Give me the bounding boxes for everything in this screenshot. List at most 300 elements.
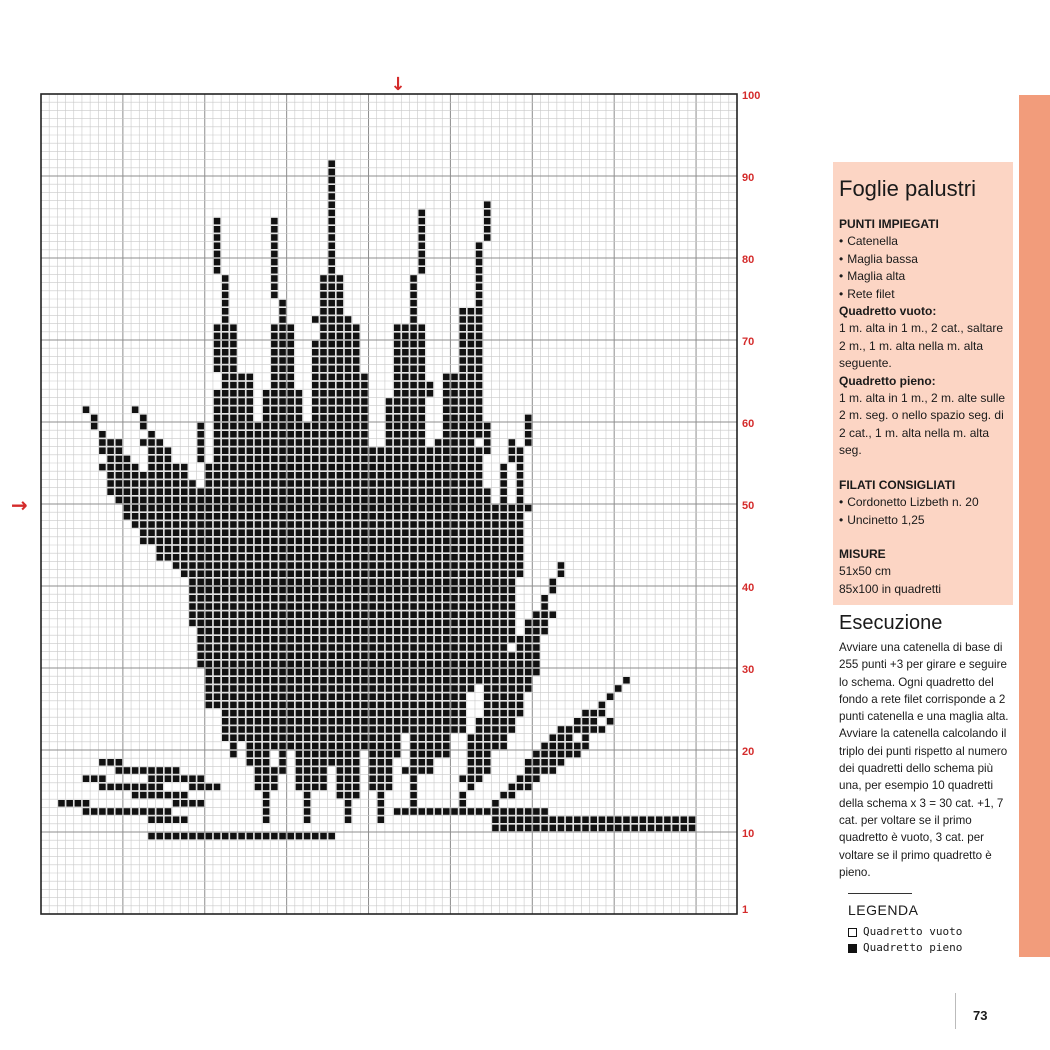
filled-square bbox=[410, 792, 417, 799]
filled-square bbox=[476, 546, 483, 553]
filled-square bbox=[312, 382, 319, 389]
filled-square bbox=[468, 775, 475, 782]
filled-square bbox=[148, 513, 155, 520]
filled-square bbox=[451, 439, 458, 446]
filled-square bbox=[247, 505, 254, 512]
filled-square bbox=[197, 775, 204, 782]
filled-square bbox=[320, 341, 327, 348]
filled-square bbox=[410, 718, 417, 725]
filled-square bbox=[189, 775, 196, 782]
filled-square bbox=[566, 825, 573, 832]
filled-square bbox=[435, 538, 442, 545]
filled-square bbox=[402, 341, 409, 348]
filled-square bbox=[484, 743, 491, 750]
filled-square bbox=[607, 718, 614, 725]
filled-square bbox=[320, 497, 327, 504]
filled-square bbox=[214, 423, 221, 430]
filled-square bbox=[247, 652, 254, 659]
filled-square bbox=[197, 620, 204, 627]
filled-square bbox=[418, 406, 425, 413]
filled-square bbox=[312, 316, 319, 323]
filled-square bbox=[525, 759, 532, 766]
filled-square bbox=[173, 505, 180, 512]
filled-square bbox=[509, 702, 516, 709]
filled-square bbox=[443, 390, 450, 397]
filled-square bbox=[320, 677, 327, 684]
filled-square bbox=[83, 808, 90, 815]
filled-square bbox=[427, 538, 434, 545]
filled-square bbox=[181, 800, 188, 807]
filled-square bbox=[533, 775, 540, 782]
filled-square bbox=[173, 816, 180, 823]
filled-square bbox=[484, 505, 491, 512]
filled-square bbox=[468, 333, 475, 340]
filled-square bbox=[247, 497, 254, 504]
filled-square bbox=[410, 431, 417, 438]
filled-square bbox=[312, 734, 319, 741]
filled-square bbox=[230, 447, 237, 454]
filled-square bbox=[525, 628, 532, 635]
filled-square bbox=[312, 677, 319, 684]
filled-square bbox=[312, 456, 319, 463]
filled-square bbox=[476, 357, 483, 364]
filled-square bbox=[492, 538, 499, 545]
filled-square bbox=[476, 456, 483, 463]
filled-square bbox=[328, 677, 335, 684]
filled-square bbox=[247, 693, 254, 700]
filled-square bbox=[320, 702, 327, 709]
filled-square bbox=[328, 693, 335, 700]
filled-square bbox=[410, 554, 417, 561]
filled-square bbox=[279, 529, 286, 536]
filled-square bbox=[517, 636, 524, 643]
filled-square bbox=[312, 390, 319, 397]
filled-square bbox=[304, 546, 311, 553]
filled-square bbox=[328, 193, 335, 200]
filled-square bbox=[468, 423, 475, 430]
filled-square bbox=[459, 374, 466, 381]
filled-square bbox=[271, 226, 278, 233]
filled-square bbox=[312, 374, 319, 381]
filled-square bbox=[345, 456, 352, 463]
filled-square bbox=[107, 464, 114, 471]
filled-square bbox=[410, 439, 417, 446]
filled-square bbox=[492, 710, 499, 717]
filled-square bbox=[443, 685, 450, 692]
filled-square bbox=[230, 570, 237, 577]
filled-square bbox=[492, 529, 499, 536]
filled-square bbox=[345, 652, 352, 659]
filled-square bbox=[443, 636, 450, 643]
filled-square bbox=[509, 784, 516, 791]
filled-square bbox=[337, 587, 344, 594]
filled-square bbox=[599, 825, 606, 832]
filled-square bbox=[181, 497, 188, 504]
filled-square bbox=[500, 652, 507, 659]
filled-square bbox=[459, 800, 466, 807]
filled-square bbox=[132, 488, 139, 495]
filled-square bbox=[165, 808, 172, 815]
filled-square bbox=[517, 464, 524, 471]
filled-square bbox=[271, 415, 278, 422]
filled-square bbox=[361, 743, 368, 750]
filled-square bbox=[435, 734, 442, 741]
filled-square bbox=[296, 546, 303, 553]
filled-square bbox=[115, 439, 122, 446]
filled-square bbox=[271, 349, 278, 356]
filled-square bbox=[418, 587, 425, 594]
filled-square bbox=[443, 702, 450, 709]
filled-square bbox=[517, 538, 524, 545]
filled-square bbox=[451, 702, 458, 709]
filled-square bbox=[484, 603, 491, 610]
filled-square bbox=[435, 620, 442, 627]
filled-square bbox=[459, 529, 466, 536]
filled-square bbox=[312, 357, 319, 364]
filled-square bbox=[492, 579, 499, 586]
filled-square bbox=[263, 636, 270, 643]
filled-square bbox=[140, 497, 147, 504]
filled-square bbox=[328, 177, 335, 184]
filled-square bbox=[427, 521, 434, 528]
filled-square bbox=[263, 775, 270, 782]
filled-square bbox=[451, 579, 458, 586]
filled-square bbox=[287, 603, 294, 610]
filled-square bbox=[427, 562, 434, 569]
filled-square bbox=[410, 579, 417, 586]
filled-square bbox=[378, 734, 385, 741]
filled-square bbox=[320, 644, 327, 651]
filled-square bbox=[279, 652, 286, 659]
filled-square bbox=[386, 488, 393, 495]
filled-square bbox=[418, 210, 425, 217]
filled-square bbox=[271, 218, 278, 225]
filled-square bbox=[394, 447, 401, 454]
filled-square bbox=[402, 726, 409, 733]
filled-square bbox=[468, 349, 475, 356]
filled-square bbox=[115, 497, 122, 504]
filled-square bbox=[271, 464, 278, 471]
filled-square bbox=[287, 833, 294, 840]
filled-square bbox=[541, 595, 548, 602]
filled-square bbox=[222, 710, 229, 717]
filled-square bbox=[468, 464, 475, 471]
filled-square bbox=[238, 734, 245, 741]
filled-square bbox=[435, 570, 442, 577]
filled-square bbox=[361, 439, 368, 446]
filled-square bbox=[271, 734, 278, 741]
filled-square bbox=[345, 415, 352, 422]
filled-square bbox=[247, 570, 254, 577]
filled-square bbox=[468, 767, 475, 774]
filled-square bbox=[476, 472, 483, 479]
filled-square bbox=[459, 652, 466, 659]
filled-square bbox=[287, 570, 294, 577]
filled-square bbox=[320, 611, 327, 618]
filled-square bbox=[394, 529, 401, 536]
filled-square bbox=[255, 447, 262, 454]
filled-square bbox=[263, 718, 270, 725]
filled-square bbox=[140, 488, 147, 495]
filled-square bbox=[418, 497, 425, 504]
filled-square bbox=[296, 767, 303, 774]
filled-square bbox=[541, 808, 548, 815]
filled-square bbox=[255, 595, 262, 602]
filled-square bbox=[680, 825, 687, 832]
filled-square bbox=[247, 554, 254, 561]
filled-square bbox=[222, 324, 229, 331]
filled-square bbox=[304, 480, 311, 487]
filled-square bbox=[459, 702, 466, 709]
filled-square bbox=[296, 603, 303, 610]
filled-square bbox=[418, 333, 425, 340]
filled-square bbox=[287, 611, 294, 618]
filled-square bbox=[222, 685, 229, 692]
filled-square bbox=[263, 767, 270, 774]
filled-square bbox=[312, 505, 319, 512]
filled-square bbox=[140, 792, 147, 799]
filled-square bbox=[287, 415, 294, 422]
filled-square bbox=[337, 579, 344, 586]
filled-square bbox=[476, 603, 483, 610]
filled-square bbox=[263, 390, 270, 397]
filled-square bbox=[271, 603, 278, 610]
filled-square bbox=[410, 398, 417, 405]
filled-square bbox=[279, 595, 286, 602]
filled-square bbox=[500, 480, 507, 487]
filled-square bbox=[328, 751, 335, 758]
filled-square bbox=[427, 464, 434, 471]
filled-square bbox=[189, 579, 196, 586]
filled-square bbox=[427, 472, 434, 479]
filled-square bbox=[320, 382, 327, 389]
filled-square bbox=[271, 743, 278, 750]
filled-square bbox=[214, 677, 221, 684]
filled-square bbox=[271, 775, 278, 782]
filled-square bbox=[328, 259, 335, 266]
filled-square bbox=[656, 825, 663, 832]
filled-square bbox=[173, 554, 180, 561]
filled-square bbox=[402, 546, 409, 553]
filled-square bbox=[410, 628, 417, 635]
filled-square bbox=[418, 242, 425, 249]
filled-square bbox=[525, 677, 532, 684]
filled-square bbox=[312, 775, 319, 782]
filled-square bbox=[435, 644, 442, 651]
filled-square bbox=[165, 497, 172, 504]
filled-square bbox=[320, 685, 327, 692]
filled-square bbox=[394, 702, 401, 709]
filled-square bbox=[279, 603, 286, 610]
filled-square bbox=[394, 546, 401, 553]
filled-square bbox=[492, 603, 499, 610]
filled-square bbox=[230, 587, 237, 594]
filled-square bbox=[402, 480, 409, 487]
filled-square bbox=[517, 669, 524, 676]
filled-square bbox=[468, 415, 475, 422]
filled-square bbox=[476, 259, 483, 266]
filled-square bbox=[197, 447, 204, 454]
filled-square bbox=[509, 439, 516, 446]
filled-square bbox=[132, 792, 139, 799]
filled-square bbox=[525, 825, 532, 832]
filled-square bbox=[476, 644, 483, 651]
filled-square bbox=[476, 767, 483, 774]
filled-square bbox=[378, 693, 385, 700]
filled-square bbox=[238, 554, 245, 561]
filled-square bbox=[566, 751, 573, 758]
filled-square bbox=[337, 603, 344, 610]
row-label: 50 bbox=[742, 500, 755, 512]
filled-square bbox=[337, 349, 344, 356]
filled-square bbox=[238, 685, 245, 692]
filled-square bbox=[574, 726, 581, 733]
filled-square bbox=[230, 406, 237, 413]
filled-square bbox=[353, 595, 360, 602]
filled-square bbox=[279, 431, 286, 438]
filled-square bbox=[304, 439, 311, 446]
filled-square bbox=[255, 480, 262, 487]
filled-square bbox=[459, 628, 466, 635]
filled-square bbox=[296, 661, 303, 668]
filled-square bbox=[189, 513, 196, 520]
filled-square bbox=[181, 480, 188, 487]
filled-square bbox=[509, 693, 516, 700]
filled-square bbox=[459, 538, 466, 545]
filled-square bbox=[263, 743, 270, 750]
filled-square bbox=[255, 661, 262, 668]
filled-square bbox=[304, 603, 311, 610]
filled-square bbox=[394, 726, 401, 733]
filled-square bbox=[304, 800, 311, 807]
filled-square bbox=[500, 521, 507, 528]
filled-square bbox=[476, 267, 483, 274]
filled-square bbox=[271, 693, 278, 700]
filled-square bbox=[312, 603, 319, 610]
filled-square bbox=[410, 587, 417, 594]
filled-square bbox=[312, 415, 319, 422]
filled-square bbox=[337, 677, 344, 684]
filled-square bbox=[287, 726, 294, 733]
filled-square bbox=[492, 677, 499, 684]
filled-square bbox=[156, 447, 163, 454]
filled-square bbox=[238, 472, 245, 479]
filled-square bbox=[230, 538, 237, 545]
filled-square bbox=[263, 456, 270, 463]
filled-square bbox=[353, 390, 360, 397]
filled-square bbox=[533, 620, 540, 627]
filled-square bbox=[296, 538, 303, 545]
filled-square bbox=[296, 628, 303, 635]
filled-square bbox=[255, 734, 262, 741]
filled-square bbox=[328, 341, 335, 348]
filled-square bbox=[386, 652, 393, 659]
filled-square bbox=[386, 538, 393, 545]
filled-square bbox=[459, 775, 466, 782]
empty-square-icon bbox=[848, 928, 857, 937]
filled-square bbox=[492, 685, 499, 692]
filled-square bbox=[599, 702, 606, 709]
filled-square bbox=[320, 456, 327, 463]
filled-square bbox=[140, 439, 147, 446]
filled-square bbox=[263, 488, 270, 495]
filled-square bbox=[484, 521, 491, 528]
filled-square bbox=[279, 374, 286, 381]
filled-square bbox=[443, 620, 450, 627]
filled-square bbox=[296, 439, 303, 446]
filled-square bbox=[468, 628, 475, 635]
filled-square bbox=[517, 661, 524, 668]
filled-square bbox=[468, 570, 475, 577]
filled-square bbox=[468, 734, 475, 741]
filled-square bbox=[484, 734, 491, 741]
filled-square bbox=[287, 374, 294, 381]
filled-square bbox=[328, 546, 335, 553]
filled-square bbox=[451, 513, 458, 520]
filled-square bbox=[394, 341, 401, 348]
filled-square bbox=[255, 587, 262, 594]
filled-square bbox=[279, 570, 286, 577]
filled-square bbox=[459, 488, 466, 495]
filled-square bbox=[328, 234, 335, 241]
filled-square bbox=[418, 447, 425, 454]
filled-square bbox=[304, 726, 311, 733]
filled-square bbox=[484, 513, 491, 520]
filled-square bbox=[476, 390, 483, 397]
row-label: 100 bbox=[742, 90, 761, 102]
filled-square bbox=[443, 488, 450, 495]
filled-square bbox=[230, 718, 237, 725]
filled-square bbox=[418, 464, 425, 471]
filled-square bbox=[402, 456, 409, 463]
filled-square bbox=[525, 644, 532, 651]
filled-square bbox=[443, 447, 450, 454]
filled-square bbox=[468, 472, 475, 479]
filled-square bbox=[410, 652, 417, 659]
filled-square bbox=[459, 620, 466, 627]
filled-square bbox=[582, 743, 589, 750]
filled-square bbox=[410, 661, 417, 668]
filled-square bbox=[312, 423, 319, 430]
filled-square bbox=[263, 595, 270, 602]
filled-square bbox=[206, 529, 213, 536]
filled-square bbox=[410, 620, 417, 627]
filled-square bbox=[353, 324, 360, 331]
filled-square bbox=[402, 406, 409, 413]
filled-square bbox=[353, 603, 360, 610]
filled-square bbox=[312, 693, 319, 700]
filled-square bbox=[517, 808, 524, 815]
filled-square bbox=[427, 767, 434, 774]
row-label: 40 bbox=[742, 582, 755, 594]
filled-square bbox=[132, 521, 139, 528]
filled-square bbox=[476, 726, 483, 733]
filled-square bbox=[271, 234, 278, 241]
filled-square bbox=[328, 488, 335, 495]
filled-square bbox=[468, 685, 475, 692]
filled-square bbox=[197, 505, 204, 512]
filled-square bbox=[263, 546, 270, 553]
filled-square bbox=[353, 529, 360, 536]
filled-square bbox=[312, 587, 319, 594]
filled-square bbox=[459, 382, 466, 389]
filled-square bbox=[492, 702, 499, 709]
filled-square bbox=[459, 587, 466, 594]
filled-square bbox=[222, 833, 229, 840]
filled-square bbox=[312, 743, 319, 750]
filled-square bbox=[238, 505, 245, 512]
filled-square bbox=[206, 611, 213, 618]
